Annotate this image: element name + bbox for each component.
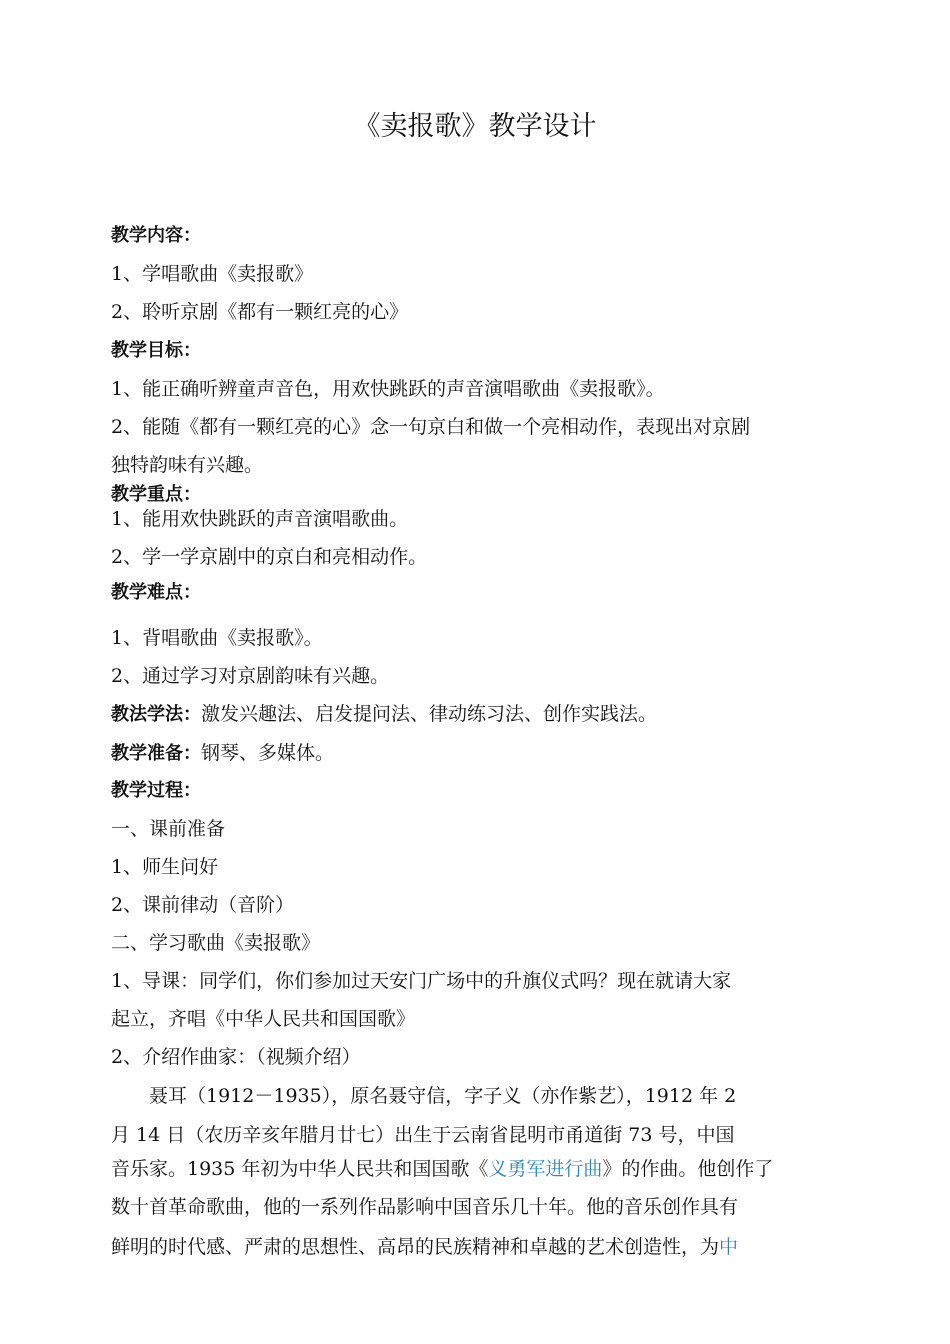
goal-item-2-line-2: 独特韵味有兴趣。 [111,454,264,476]
bio-line-2: 月 14 日（农历辛亥年腊月廿七）出生于云南省昆明市甬道街 73 号，中国 [111,1124,735,1146]
difficulties-heading: 教学难点： [111,582,201,603]
content-item-1: 1、学唱歌曲《卖报歌》 [111,263,314,285]
bio-line-1: 聂耳（1912－1935），原名聂守信，字子义（亦作紫艺），1912 年 2 [149,1085,737,1107]
process-section-2-item-2: 2、介绍作曲家：（视频介绍） [111,1046,361,1068]
goal-item-1: 1、能正确听辨童声音色，用欢快跳跃的声音演唱歌曲《卖报歌》。 [111,378,665,400]
process-section-1-item-2: 2、课前律动（音阶） [111,894,295,916]
difficulty-item-1: 1、背唱歌曲《卖报歌》。 [111,627,323,649]
content-heading: 教学内容： [111,225,201,246]
methods-line [111,702,841,727]
content-item-2: 2、聆听京剧《都有一颗红亮的心》 [111,301,409,323]
process-section-2-item-1-line-2: 起立，齐唱《中华人民共和国国歌》 [111,1008,416,1030]
goal-item-2-line-1: 2、能随《都有一颗红亮的心》念一句京白和做一个亮相动作，表现出对京剧 [111,416,751,438]
process-section-1-item-1: 1、师生问好 [111,856,219,878]
key-points-heading: 教学重点： [111,484,201,505]
goals-heading: 教学目标： [111,340,201,361]
document-title: 《卖报歌》教学设计 [353,111,597,142]
preparation-text: 钢琴、多媒体。 [201,742,335,764]
bio-line-3-text-a: 音乐家。1935 年初为中华人民共和国国歌《 [111,1158,489,1180]
bio-line-3 [111,1157,841,1181]
process-section-2: 二、学习歌曲《卖报歌》 [111,932,321,954]
process-section-2-item-1-line-1: 1、导课：同学们，你们参加过天安门广场中的升旗仪式吗？现在就请大家 [111,970,732,992]
china-link[interactable]: 中 [719,1236,739,1258]
bio-line-5 [111,1235,841,1259]
bio-line-4: 数十首革命歌曲，他的一系列作品影响中国音乐几十年。他的音乐创作具有 [111,1196,739,1218]
preparation-label: 教学准备： [111,743,201,764]
key-point-item-2: 2、学一学京剧中的京白和亮相动作。 [111,546,428,568]
difficulty-item-2: 2、通过学习对京剧韵味有兴趣。 [111,665,390,687]
preparation-line [111,741,841,766]
bio-line-5-text: 鲜明的时代感、严肃的思想性、高昂的民族精神和卓越的艺术创造性，为 [111,1236,720,1258]
march-of-volunteers-link[interactable]: 义勇军进行曲 [488,1158,603,1180]
methods-label: 教法学法： [111,704,201,725]
process-section-1: 一、课前准备 [111,818,226,840]
process-heading: 教学过程： [111,780,201,801]
bio-line-3-text-b: 》的作曲。他创作了 [602,1158,774,1180]
key-point-item-1: 1、能用欢快跳跃的声音演唱歌曲。 [111,508,409,530]
methods-text: 激发兴趣法、启发提问法、律动练习法、创作实践法。 [201,703,658,725]
